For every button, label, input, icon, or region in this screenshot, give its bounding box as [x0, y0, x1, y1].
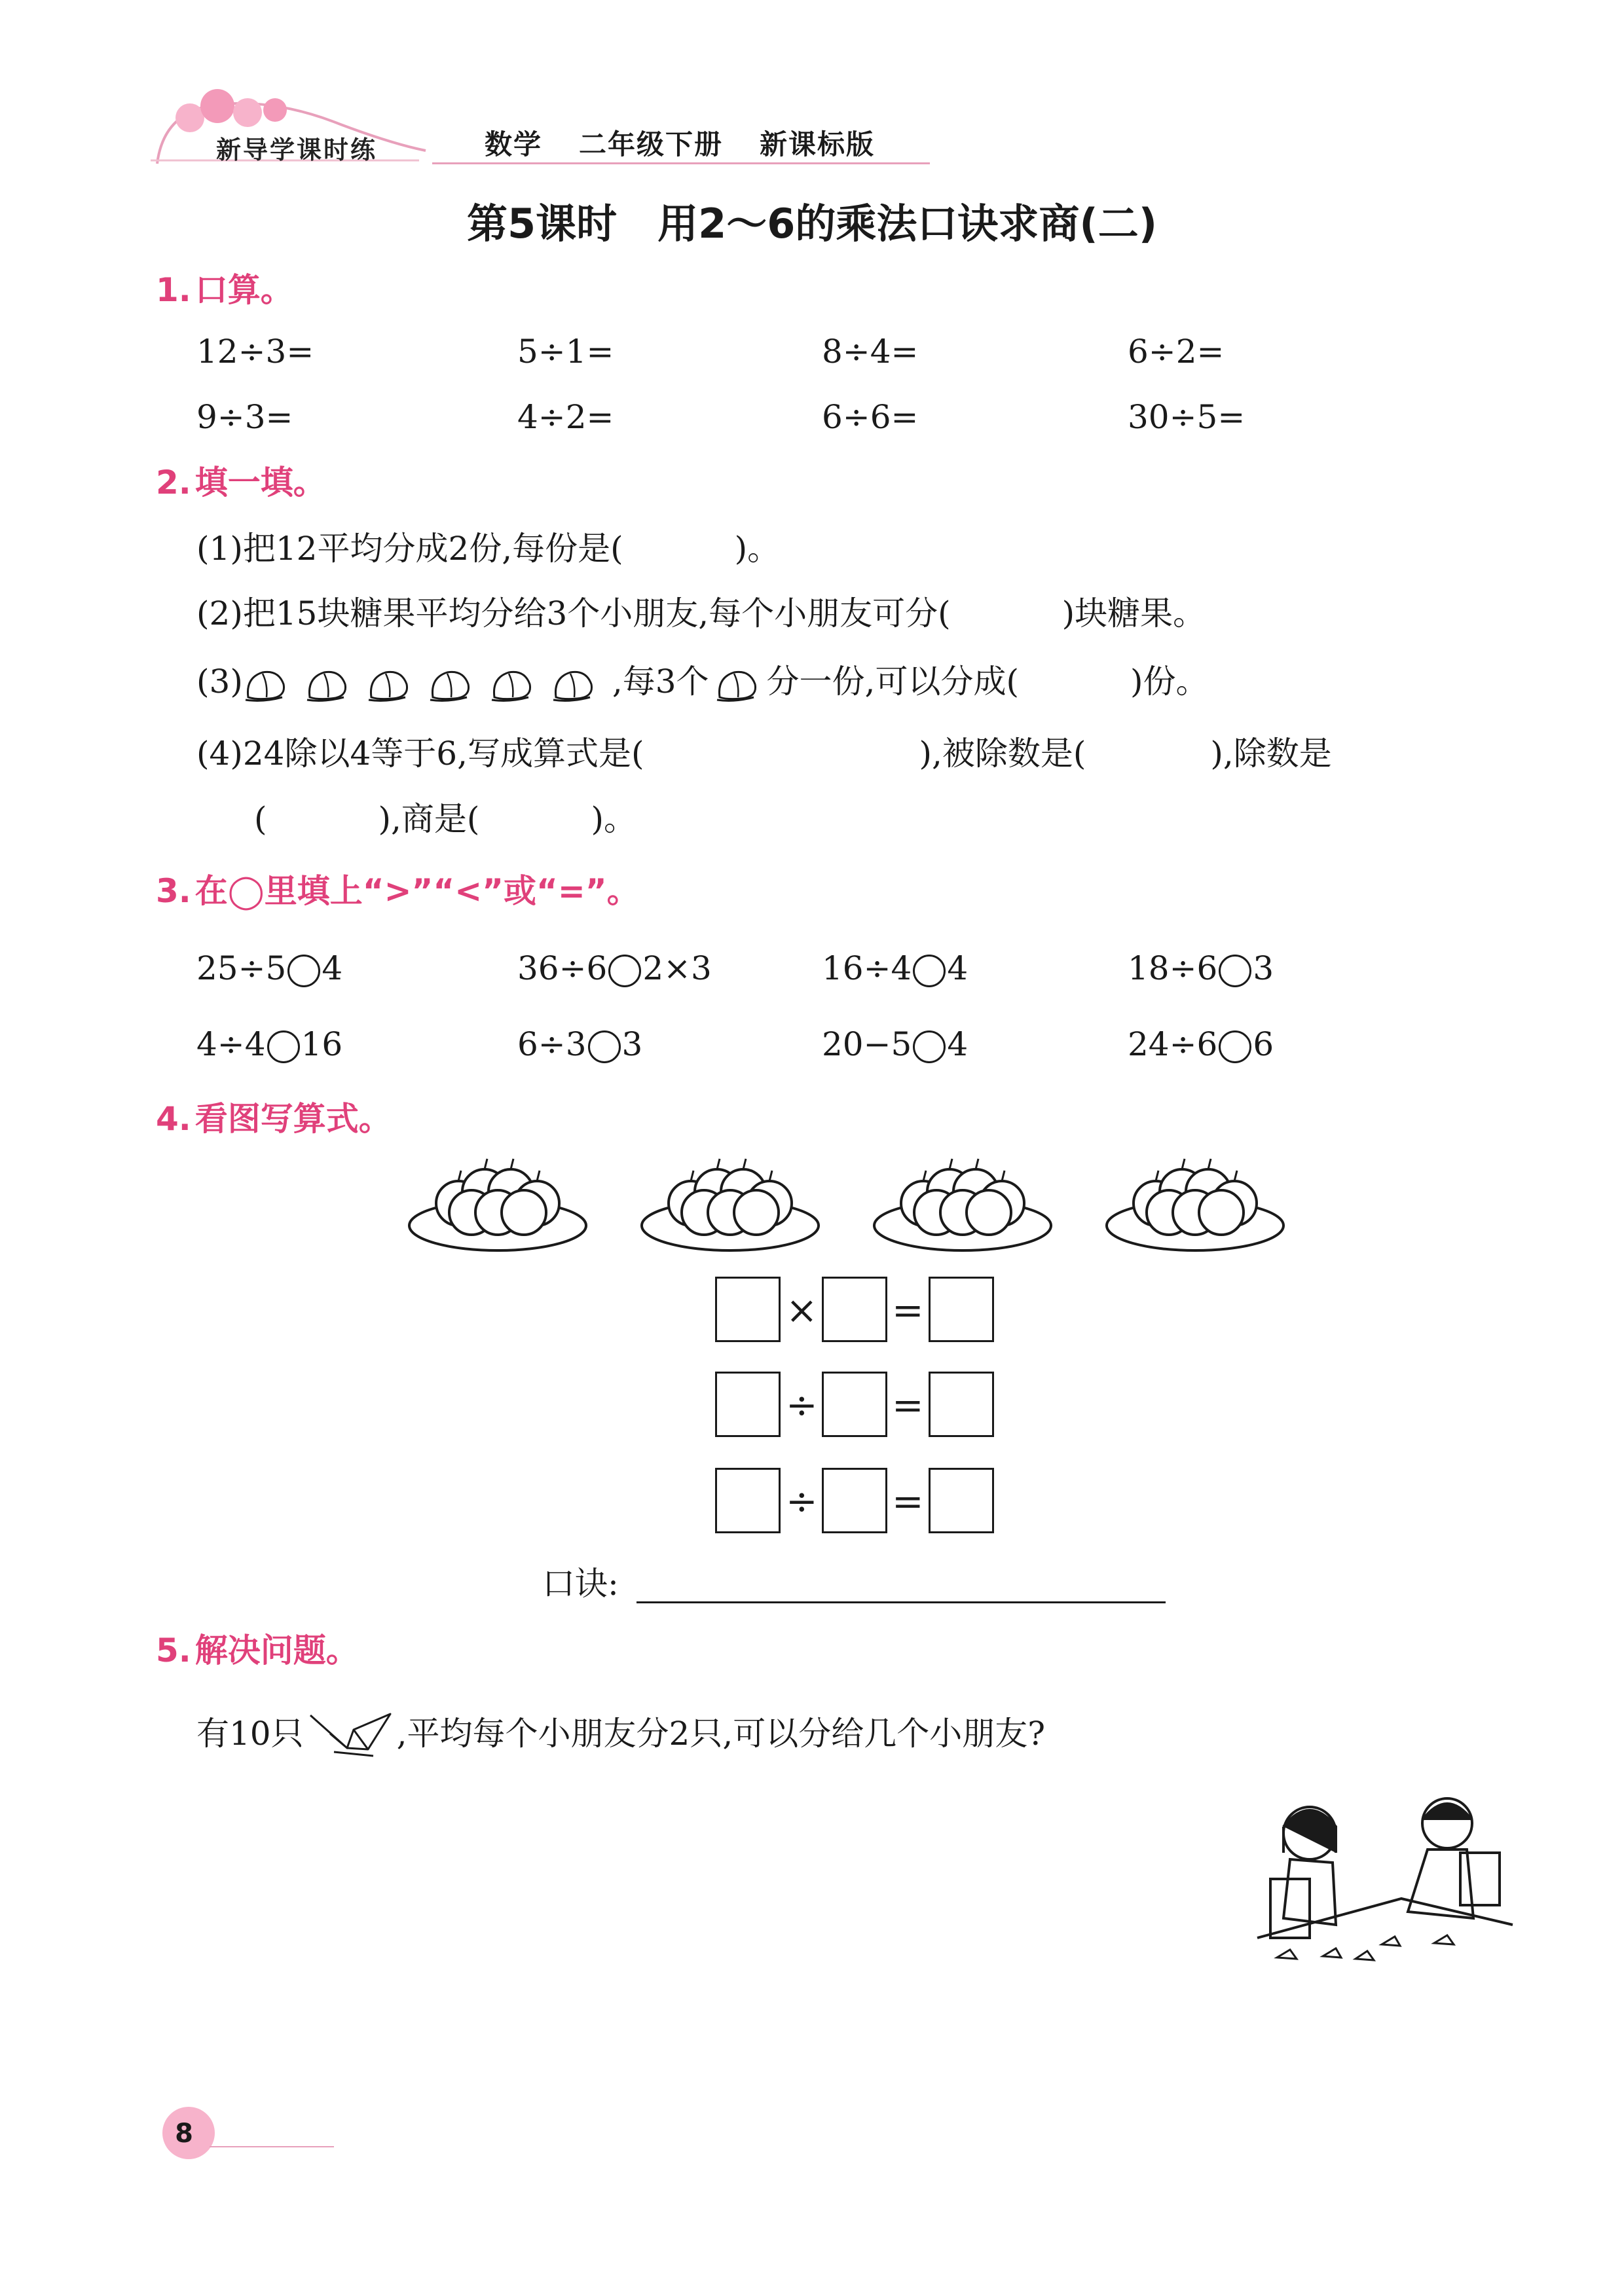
- answer-box[interactable]: [822, 1277, 887, 1342]
- peach-icon: [366, 665, 413, 704]
- paper-crane-icon: [308, 1710, 393, 1762]
- compare-circle[interactable]: [287, 955, 320, 987]
- section-1-heading: 1. 口算。: [156, 271, 293, 309]
- answer-box[interactable]: [715, 1468, 781, 1533]
- answer-box[interactable]: [929, 1372, 994, 1437]
- calc-1-1: 12÷3=: [196, 333, 314, 371]
- peach-group: [243, 663, 612, 701]
- subject: 数学: [485, 128, 543, 160]
- fill-q3: (3) ,每3个 分一份,可以分成( )份。: [196, 665, 1208, 704]
- answer-box[interactable]: [822, 1372, 887, 1437]
- compare-circle[interactable]: [1219, 955, 1251, 987]
- compare-1-4: 18÷6 3: [1128, 949, 1274, 987]
- multiply-sign: ×: [786, 1288, 818, 1332]
- divide-sign: ÷: [786, 1383, 818, 1427]
- compare-1-3: 16÷4 4: [822, 949, 969, 987]
- header-rule: [432, 162, 930, 164]
- section-2-heading: 2. 填一填。: [156, 464, 326, 501]
- equals-sign: =: [892, 1383, 924, 1427]
- footer-rule: [210, 2146, 334, 2147]
- compare-2-3: 20−5 4: [822, 1025, 969, 1063]
- compare-circle[interactable]: [1219, 1030, 1251, 1063]
- apple-plates-illustration: [406, 1152, 1297, 1257]
- answer-box[interactable]: [929, 1277, 994, 1342]
- calc-1-2: 5÷1=: [517, 333, 614, 371]
- fill-q1: (1)把12平均分成2份,每份是( )。: [196, 530, 781, 568]
- answer-box[interactable]: [715, 1277, 781, 1342]
- section-3-heading: 3. 在◯里填上“>”“<”或“=”。: [156, 872, 640, 910]
- compare-circle[interactable]: [608, 955, 641, 987]
- peach-icon: [714, 665, 762, 704]
- answer-box[interactable]: [715, 1372, 781, 1437]
- brand-name: 新导学课时练: [216, 136, 378, 164]
- equals-sign: =: [892, 1479, 924, 1523]
- compare-1-1: 25÷5 4: [196, 949, 343, 987]
- lesson-title: 第5课时 用2～6的乘法口诀求商(二): [466, 200, 1158, 247]
- page-number: 8: [175, 2119, 193, 2149]
- equals-sign: =: [892, 1288, 924, 1332]
- compare-2-2: 6÷3 3: [517, 1025, 643, 1063]
- calc-1-3: 8÷4=: [822, 333, 919, 371]
- calc-2-1: 9÷3=: [196, 398, 293, 436]
- calc-1-4: 6÷2=: [1128, 333, 1225, 371]
- answer-box[interactable]: [929, 1468, 994, 1533]
- compare-2-4: 24÷6 6: [1128, 1025, 1274, 1063]
- compare-1-2: 36÷6 2×3: [517, 949, 712, 987]
- peach-icon: [489, 665, 536, 704]
- apple-plate: [409, 1159, 586, 1250]
- peach-icon: [428, 665, 475, 704]
- compare-circle[interactable]: [267, 1030, 300, 1063]
- edition: 新课标版: [760, 128, 876, 160]
- calc-2-3: 6÷6=: [822, 398, 919, 436]
- peach-icon: [243, 665, 290, 704]
- koujue-label: 口诀:: [542, 1565, 619, 1603]
- section-4-heading: 4. 看图写算式。: [156, 1100, 392, 1138]
- compare-circle[interactable]: [588, 1030, 621, 1063]
- apple-plate: [874, 1159, 1051, 1250]
- problem-text: 有10只 ,平均每个小朋友分2只,可以分给几个小朋友?: [196, 1710, 1045, 1762]
- grade: 二年级下册: [579, 128, 724, 160]
- peach-icon: [304, 665, 352, 704]
- apple-plate: [642, 1159, 819, 1250]
- header-subtitle: [485, 123, 912, 162]
- answer-box[interactable]: [822, 1468, 887, 1533]
- compare-circle[interactable]: [913, 955, 946, 987]
- koujue-answer-line[interactable]: [637, 1601, 1166, 1603]
- fill-q4-cont: ( ),商是( )。: [254, 800, 637, 838]
- calc-2-4: 30÷5=: [1128, 398, 1246, 436]
- compare-circle[interactable]: [913, 1030, 946, 1063]
- fill-q2: (2)把15块糖果平均分给3个小朋友,每个小朋友可分( )块糖果。: [196, 594, 1206, 632]
- calc-2-2: 4÷2=: [517, 398, 614, 436]
- apple-plate: [1107, 1159, 1283, 1250]
- section-5-heading: 5. 解决问题。: [156, 1631, 359, 1669]
- children-folding-cranes-illustration: [1238, 1787, 1519, 1984]
- compare-2-1: 4÷4 16: [196, 1025, 343, 1063]
- divide-sign: ÷: [786, 1479, 818, 1523]
- peach-icon: [551, 665, 598, 704]
- fill-q4: (4)24除以4等于6,写成算式是( ),被除数是( ),除数是: [196, 735, 1332, 773]
